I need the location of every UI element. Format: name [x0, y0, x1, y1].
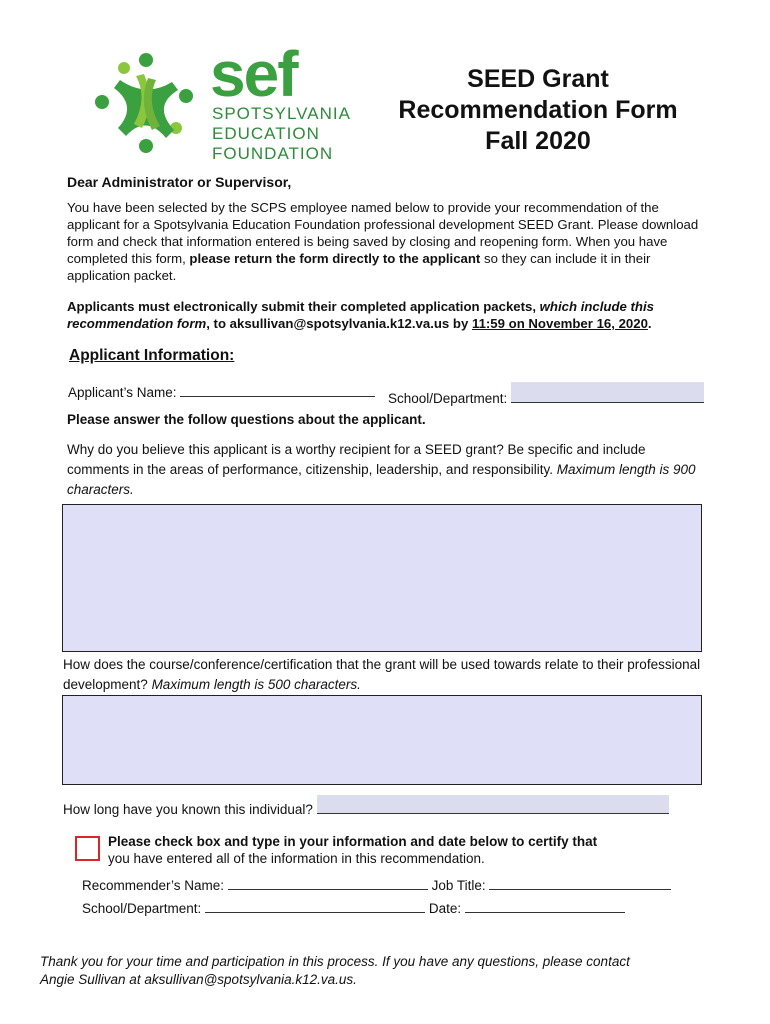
submission-paragraph [67, 298, 707, 332]
job-title-label: Job Title: [431, 878, 486, 893]
applicant-info-colon: : [229, 347, 235, 364]
date-label: Date: [428, 901, 462, 916]
footer-line-2: Angie Sullivan at aksullivan@spotsylvania.k12.va.us. [40, 972, 357, 987]
recommender-name-field[interactable] [228, 875, 428, 890]
title-line-2: Recommendation Form [398, 96, 678, 124]
submission-deadline: 11:59 on November 16, 2020 [471, 316, 648, 331]
submission-period: . [647, 316, 652, 331]
certify-line-2: you have entered all of the information in this recommendation. [108, 851, 485, 866]
title-line-3: Fall 2020 [485, 127, 591, 155]
question-2 [63, 655, 703, 695]
question-2-textarea[interactable] [62, 695, 702, 785]
applicant-name-field[interactable] [180, 382, 375, 397]
form-title [388, 64, 688, 157]
intro-text-1: You have been selected by the SCPS employee named below to provide your recommendation of the applicant for a Spotsylvania Education Foundation professional development SEED Grant. Please download form and check that information entered is being saved by closing and reopening form. When you have completed this form, [67, 200, 699, 266]
applicant-school-row [388, 382, 704, 406]
salutation: Dear Administrator or Supervisor, [67, 174, 292, 190]
known-duration-field[interactable] [317, 795, 669, 814]
recommender-name-label: Recommender’s Name: [82, 878, 225, 893]
question-1-limit: Maximum length is 900 characters. [67, 462, 696, 497]
intro-text-2: so they can include it in their application packet. [67, 251, 651, 283]
footer-line-1: Thank you for your time and participation in this process. If you have any questions, please contact [40, 954, 630, 969]
sef-people-icon [90, 46, 202, 164]
intro-paragraph [67, 199, 707, 284]
footer-note [40, 953, 720, 989]
title-line-1: SEED Grant [467, 65, 609, 93]
recommender-school-label: School/Department: [82, 901, 202, 916]
question-1-textarea[interactable] [62, 504, 702, 652]
org-line-2: EDUCATION [212, 124, 320, 143]
applicant-name-label: Applicant’s Name: [68, 385, 177, 400]
recommender-school-row [82, 898, 625, 916]
question-1-text: Why do you believe this applicant is a worthy recipient for a SEED grant? Be specific and include comments in the areas of performance, citizenship, leadership, and responsibility. [67, 442, 646, 477]
submission-text-2: , to aksullivan@spotsylvania.k12.va.us by [206, 316, 472, 331]
org-line-1: SPOTSYLVANIA [212, 104, 351, 123]
applicant-info-heading [69, 347, 234, 365]
applicant-school-field[interactable] [511, 382, 704, 403]
org-line-3: FOUNDATION [212, 144, 334, 163]
submission-text-1: Applicants must electronically submit their completed application packets, [67, 299, 540, 314]
question-1 [67, 440, 707, 500]
question-3-label: How long have you known this individual? [63, 802, 313, 817]
job-title-field[interactable] [489, 875, 671, 890]
applicant-info-heading-text: Applicant Information [69, 347, 230, 364]
certify-checkbox[interactable] [75, 836, 100, 861]
recommender-row [82, 875, 671, 893]
question-3-row [63, 795, 669, 817]
recommender-school-field[interactable] [205, 898, 425, 913]
date-field[interactable] [465, 898, 625, 913]
questions-heading: Please answer the follow questions about the applicant. [67, 412, 426, 427]
applicant-school-label: School/Department: [388, 391, 508, 406]
intro-bold: please return the form directly to the applicant [189, 251, 481, 266]
org-name [212, 104, 351, 164]
question-2-text: How does the course/conference/certification that the grant will be used towards relate to their professional development? [63, 657, 701, 692]
sef-wordmark: sef [210, 38, 297, 110]
certify-line-1: Please check box and type in your information and date below to certify that [108, 834, 598, 849]
submission-italic: which include this recommendation form [67, 299, 654, 331]
question-2-limit: Maximum length is 500 characters. [151, 677, 361, 692]
applicant-name-row [68, 382, 375, 400]
